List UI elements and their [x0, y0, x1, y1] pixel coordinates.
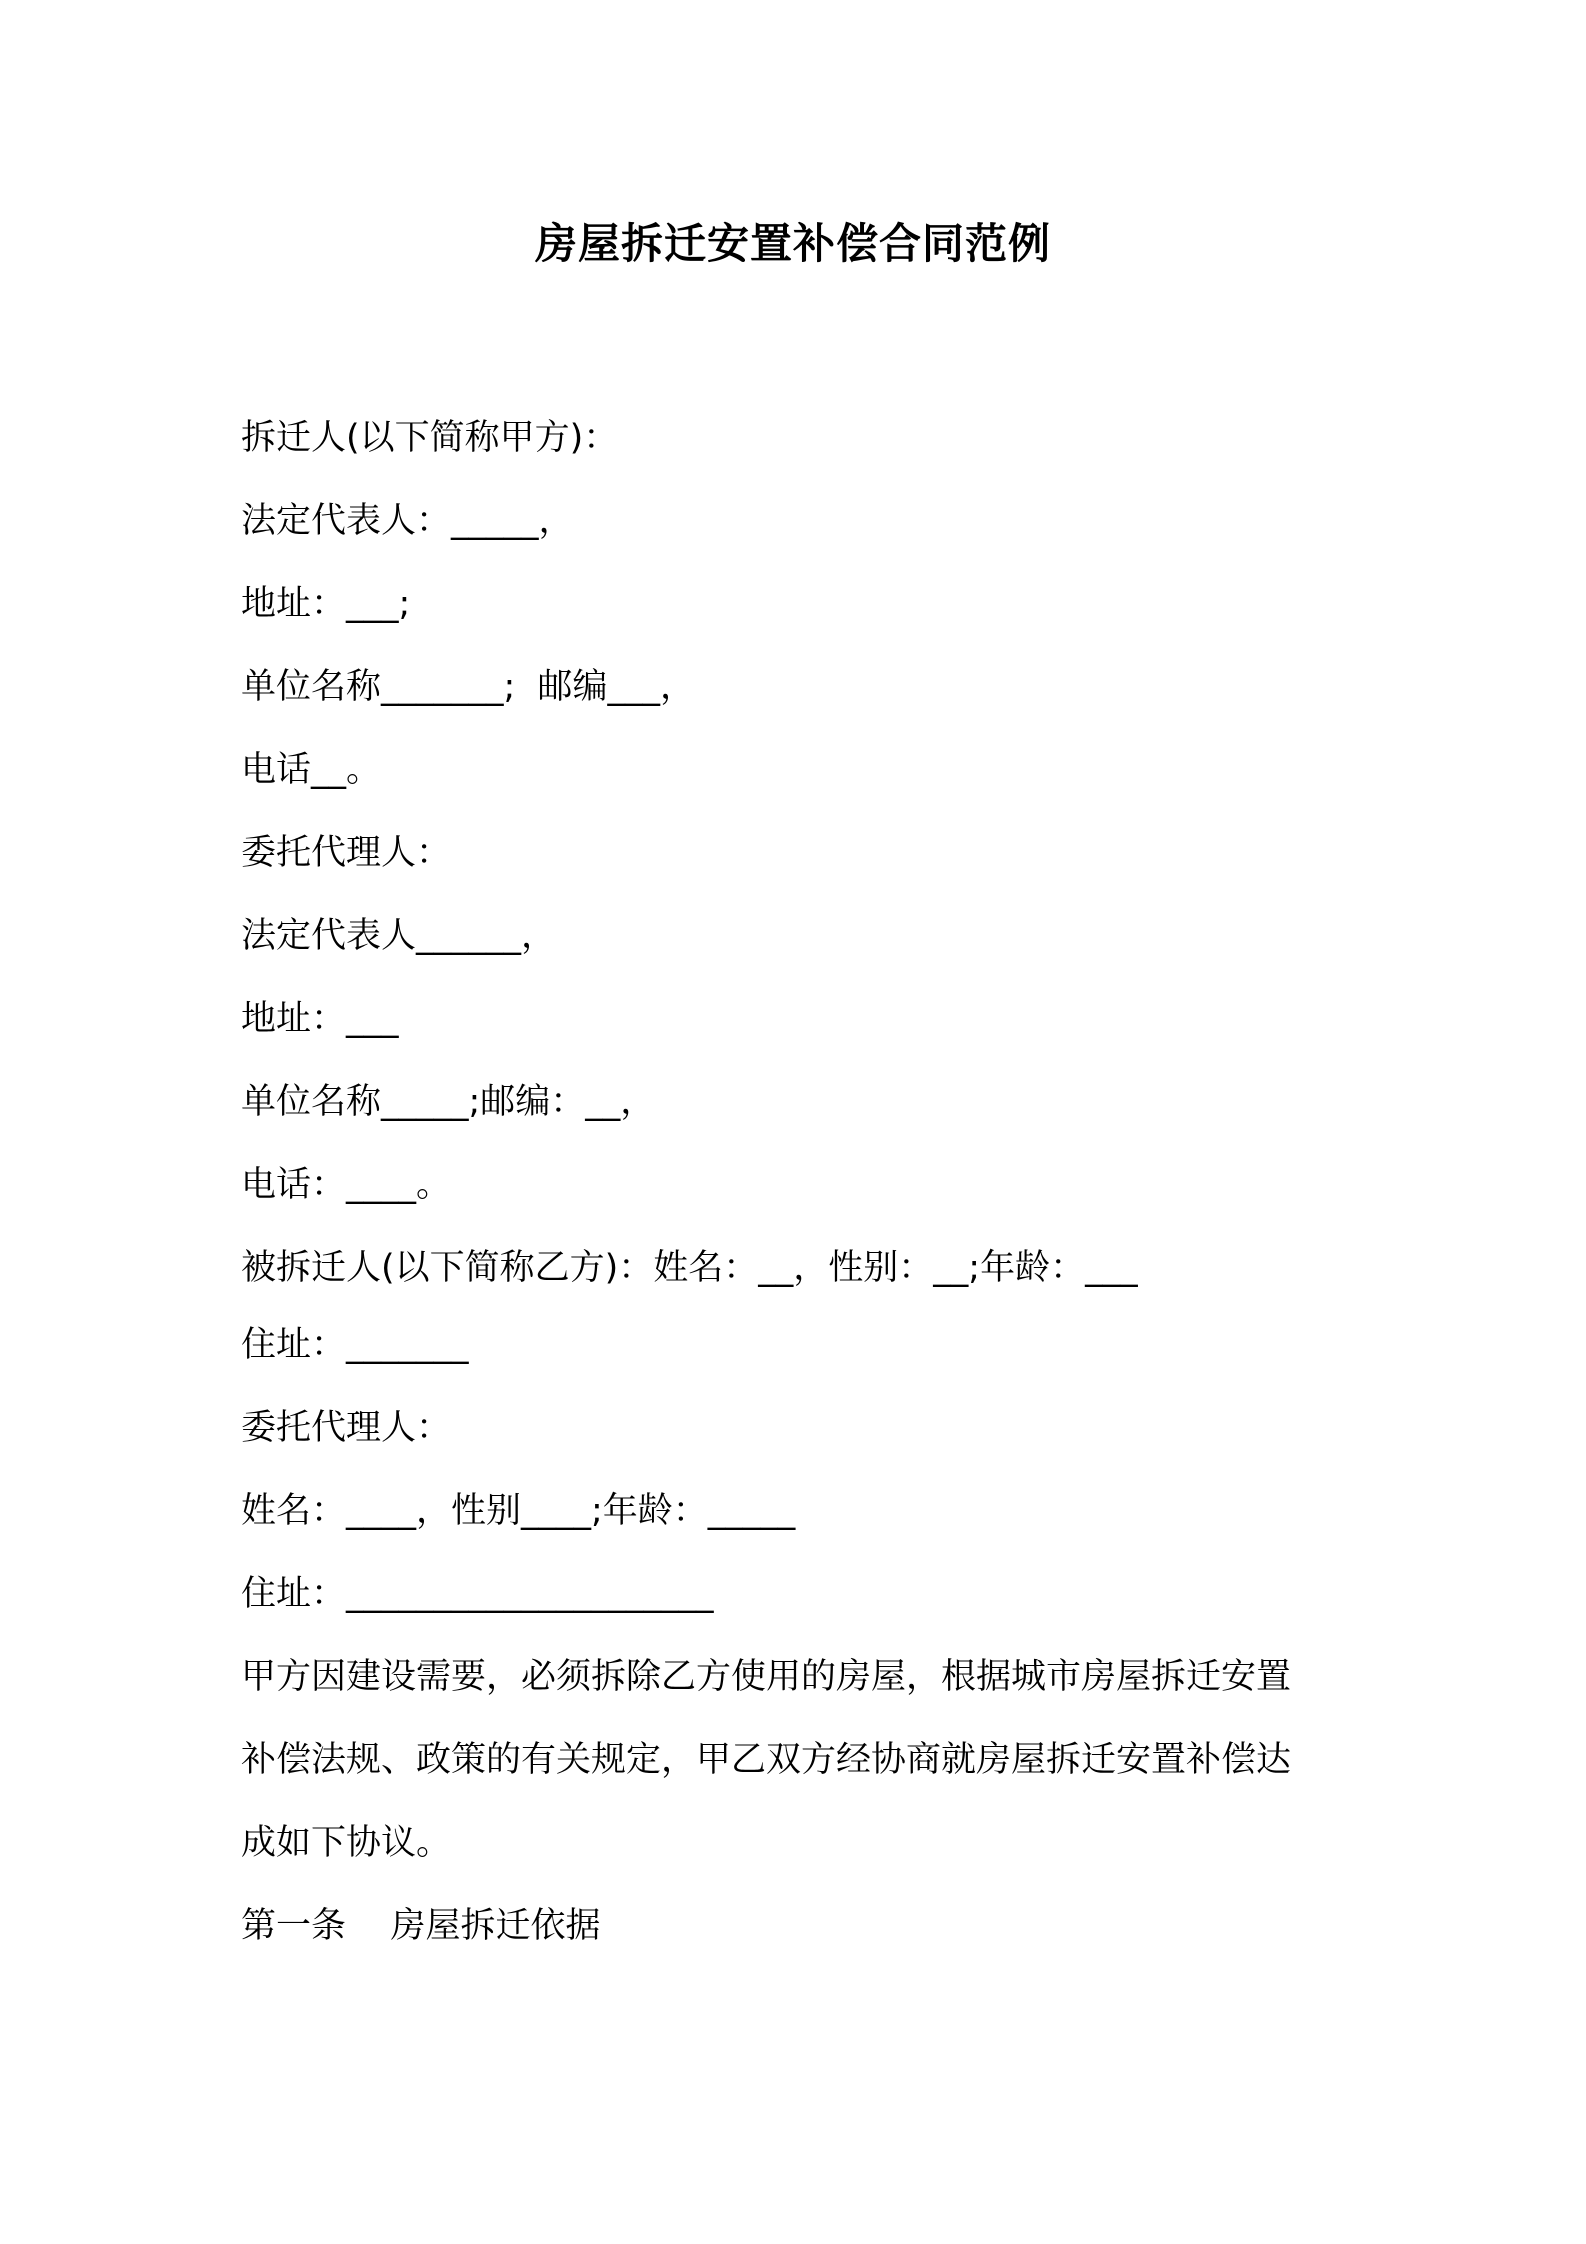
party-a-agent-address: 地址：___: [241, 999, 399, 1039]
party-b-agent-address: 住址：_____________________: [241, 1574, 714, 1614]
document-title: 房屋拆迁安置补偿合同范例: [534, 219, 1051, 268]
party-a-phone: 电话__。: [241, 750, 382, 790]
party-a-unit-postcode: 单位名称_______; 邮编___，: [241, 667, 696, 707]
party-b-agent-heading: 委托代理人：: [241, 1408, 452, 1448]
party-b-address: 住址：_______: [241, 1325, 469, 1365]
party-a-agent-heading: 委托代理人：: [241, 833, 452, 873]
party-a-agent-legal-representative: 法定代表人______，: [241, 916, 557, 956]
party-a-agent-phone: 电话：____。: [241, 1165, 452, 1205]
party-a-address: 地址：___;: [241, 584, 411, 624]
party-a-legal-representative: 法定代表人：_____，: [241, 501, 574, 541]
party-a-heading: 拆迁人(以下简称甲方)：: [241, 418, 619, 458]
document-body: [241, 410, 1361, 1981]
agreement-paragraph-line: 成如下协议。: [241, 1823, 452, 1863]
party-b-agent-info: 姓名：____，性别____;年龄：_____: [241, 1491, 796, 1531]
agreement-paragraph: [241, 1649, 1361, 1871]
party-a-agent-unit-postcode: 单位名称_____;邮编：__，: [241, 1082, 656, 1122]
party-b-info: 被拆迁人(以下简称乙方)：姓名：__，性别：__;年龄：___: [241, 1248, 1138, 1288]
agreement-paragraph-line: 补偿法规、政策的有关规定，甲乙双方经协商就房屋拆迁安置补偿达: [241, 1740, 1292, 1780]
agreement-paragraph-line: 甲方因建设需要，必须拆除乙方使用的房屋，根据城市房屋拆迁安置: [241, 1657, 1292, 1697]
article-one-heading: 第一条 房屋拆迁依据: [241, 1906, 601, 1946]
